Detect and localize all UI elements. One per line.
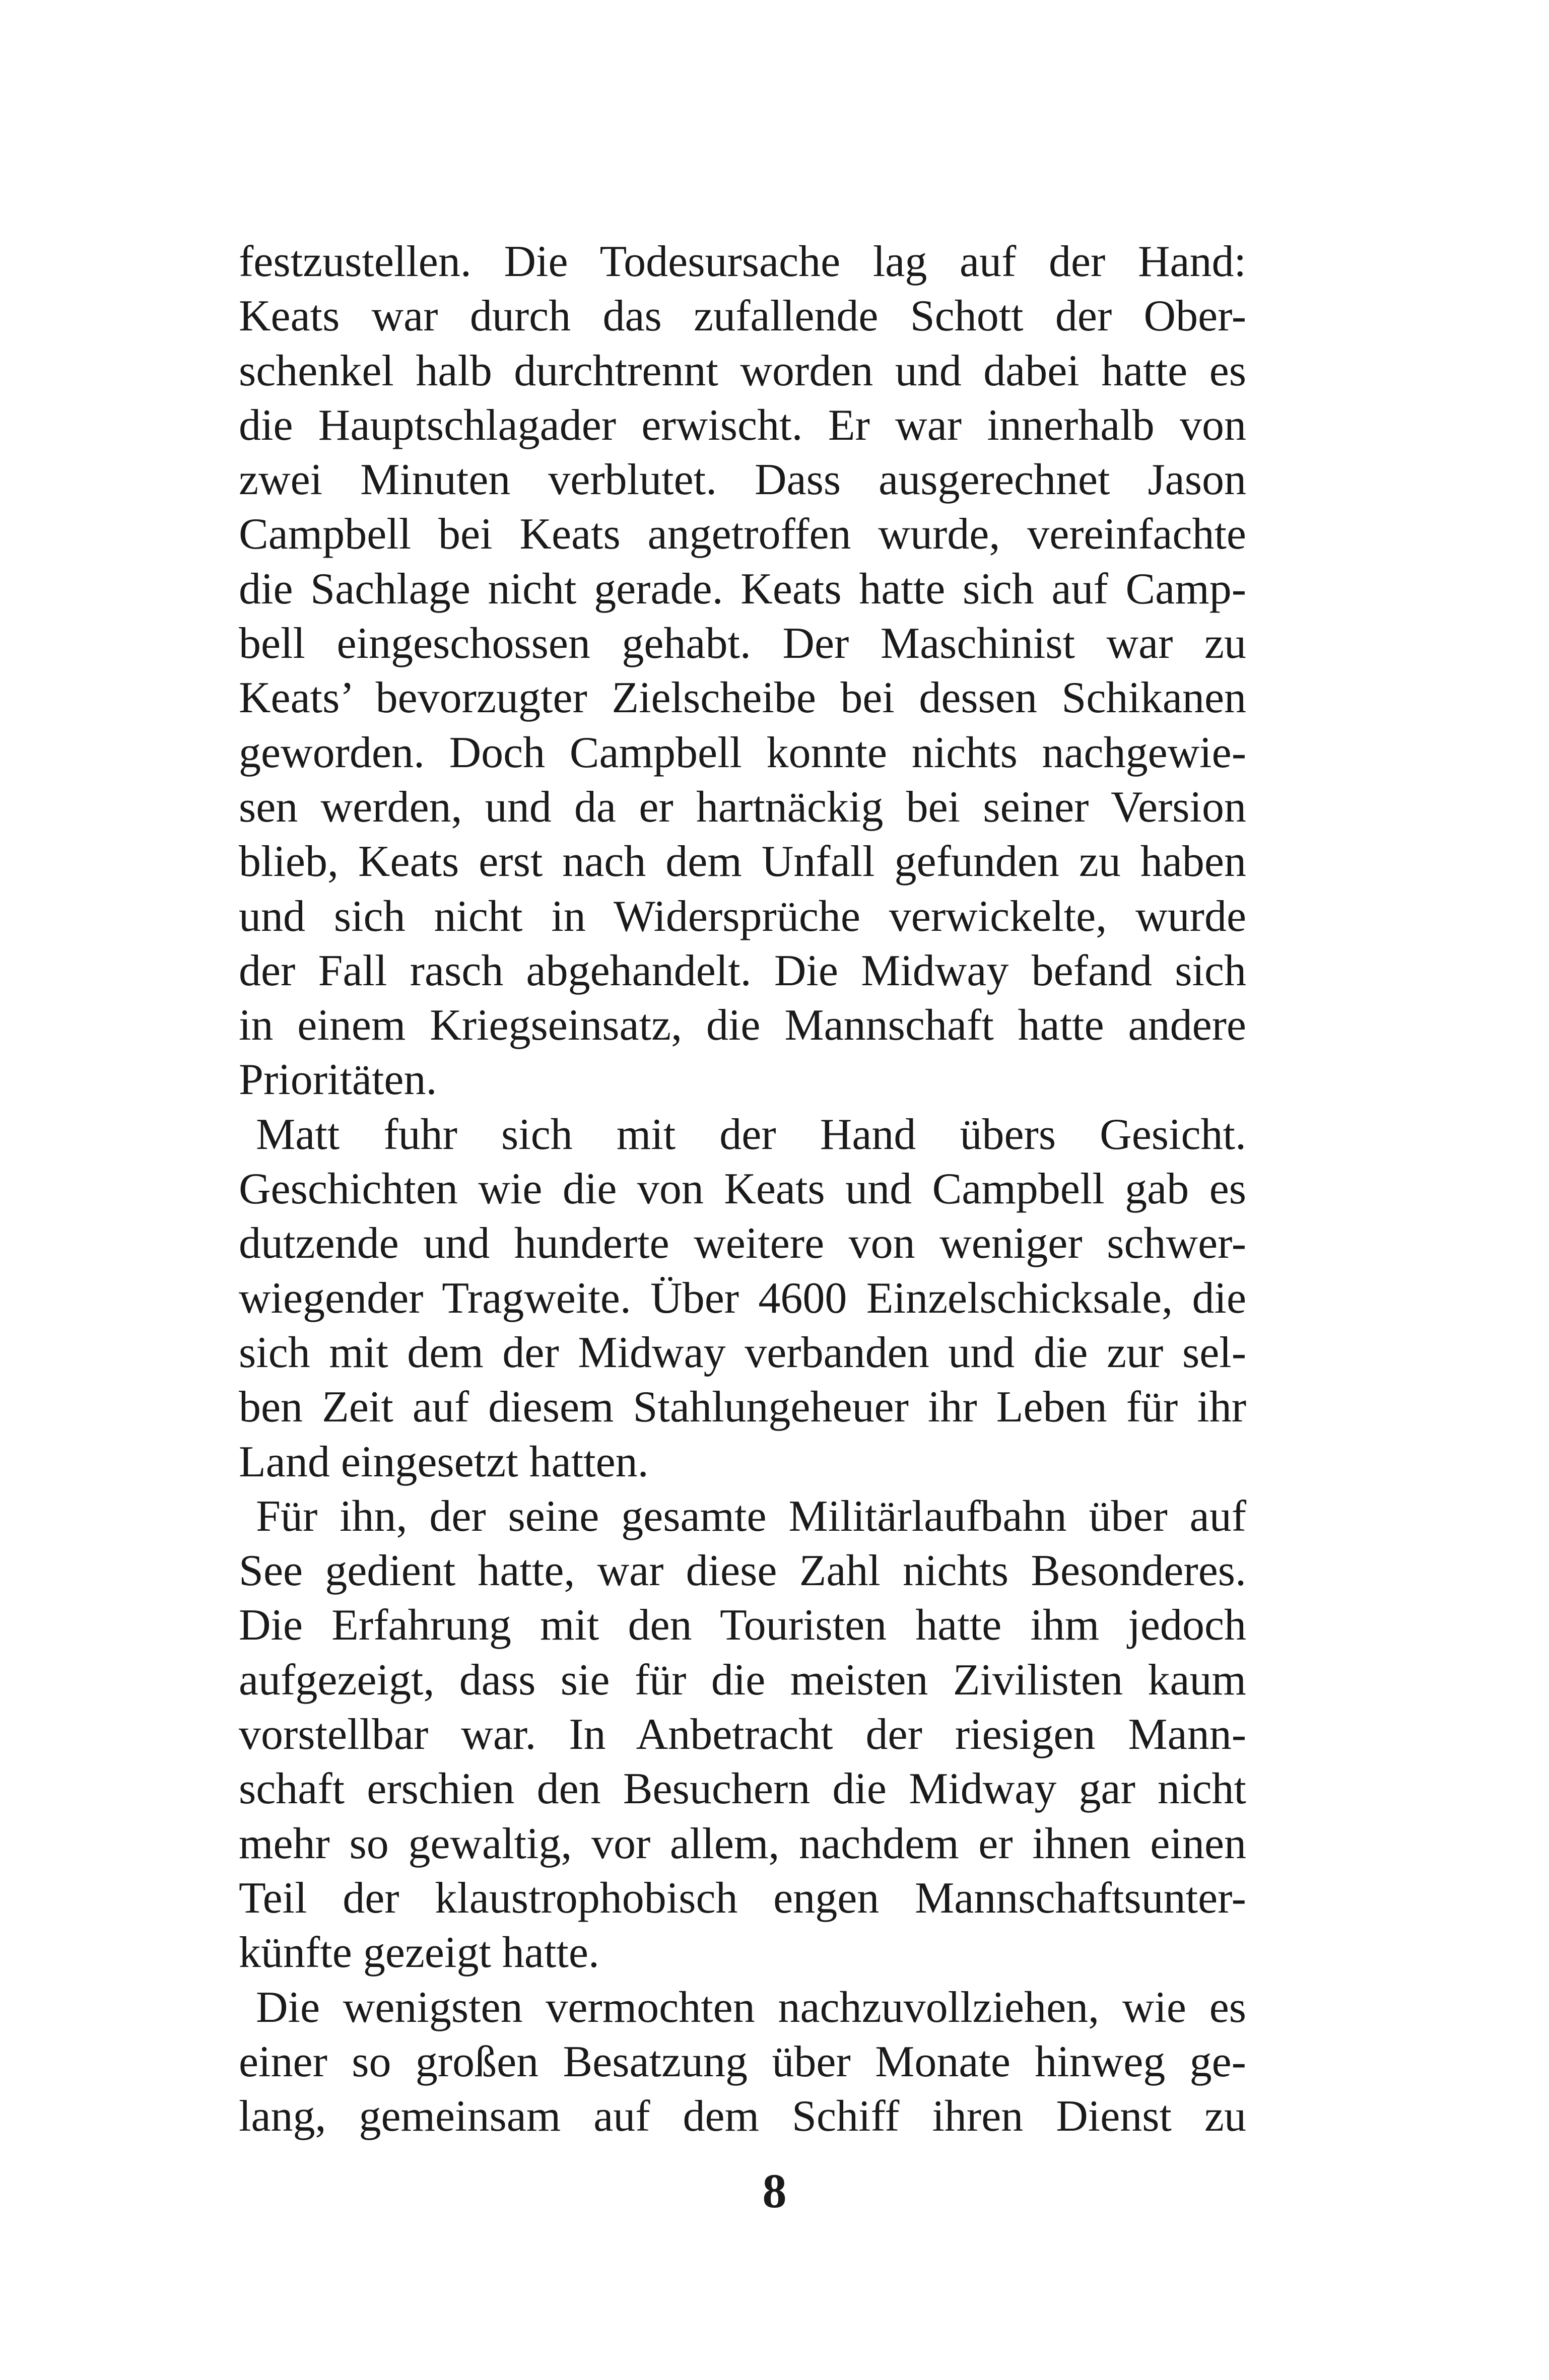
text-line: die Hauptschlagader erwischt. Er war innerhalb von (239, 400, 1246, 450)
page-number: 8 (762, 2164, 787, 2218)
text-line: lang, gemeinsam auf dem Schiff ihren Dienst zu (239, 2092, 1246, 2141)
text-line: die Sachlage nicht gerade. Keats hatte sich auf Camp- (239, 564, 1246, 614)
text-line: Geschichten wie die von Keats und Campbell gab es (239, 1165, 1246, 1214)
text-line: einer so großen Besatzung über Monate hinweg ge- (239, 2037, 1246, 2086)
text-line: und sich nicht in Widersprüche verwickelte, wurde (239, 892, 1246, 941)
text-line: künfte gezeigt hatte. (239, 1928, 599, 1978)
text-line: Land eingesetzt hatten. (239, 1437, 649, 1486)
text-line: vorstellbar war. In Anbetracht der riesigen Mann- (239, 1710, 1246, 1759)
text-line: Keats’ bevorzugter Zielscheibe bei dessen Schikanen (239, 673, 1246, 723)
paragraph (239, 1108, 1246, 1489)
text-line: schenkel halb durchtrennt worden und dabei hatte es (239, 346, 1246, 395)
text-line: Die wenigsten vermochten nachzuvollziehen, wie es (256, 1983, 1246, 2032)
text-line: geworden. Doch Campbell konnte nichts nachgewie- (239, 728, 1246, 777)
paragraph (239, 235, 1246, 1108)
text-line: zwei Minuten verblutet. Dass ausgerechnet Jason (239, 455, 1246, 505)
text-line: mehr so gewaltig, vor allem, nachdem er ihnen einen (239, 1819, 1246, 1868)
text-line: See gedient hatte, war diese Zahl nichts Besonderes. (239, 1546, 1246, 1596)
text-line: Teil der klaustrophobisch engen Mannschaftsunter- (239, 1873, 1246, 1923)
text-line: sich mit dem der Midway verbanden und die zur sel- (239, 1328, 1246, 1377)
paragraph (239, 1489, 1246, 1981)
text-line: Prioritäten. (239, 1055, 437, 1105)
paragraph (239, 1981, 1246, 2144)
text-line: Campbell bei Keats angetroffen wurde, vereinfachte (239, 510, 1246, 559)
text-line: ben Zeit auf diesem Stahlungeheuer ihr Leben für ihr (239, 1383, 1246, 1432)
text-line: aufgezeigt, dass sie für die meisten Zivilisten kaum (239, 1655, 1246, 1705)
text-line: Matt fuhr sich mit der Hand übers Gesicht. (256, 1110, 1246, 1159)
text-line: bell eingeschossen gehabt. Der Maschinist war zu (239, 619, 1246, 668)
text-line: wiegender Tragweite. Über 4600 Einzelschicksale, die (239, 1273, 1246, 1323)
text-line: der Fall rasch abgehandelt. Die Midway befand sich (239, 946, 1246, 995)
text-line: Keats war durch das zufallende Schott der Ober- (239, 292, 1246, 341)
text-line: blieb, Keats erst nach dem Unfall gefunden zu haben (239, 837, 1246, 887)
text-line: dutzende und hunderte weitere von weniger schwer- (239, 1219, 1246, 1268)
text-line: sen werden, und da er hartnäckig bei seiner Version (239, 782, 1246, 832)
text-line: Die Erfahrung mit den Touristen hatte ihm jedoch (239, 1601, 1246, 1650)
text-line: schaft erschien den Besuchern die Midway gar nicht (239, 1764, 1246, 1814)
text-line: festzustellen. Die Todesursache lag auf der Hand: (239, 237, 1246, 286)
text-line: in einem Kriegseinsatz, die Mannschaft hatte andere (239, 1001, 1246, 1050)
text-line: Für ihn, der seine gesamte Militärlaufbahn über auf (256, 1491, 1246, 1541)
body-text (239, 235, 1246, 2144)
